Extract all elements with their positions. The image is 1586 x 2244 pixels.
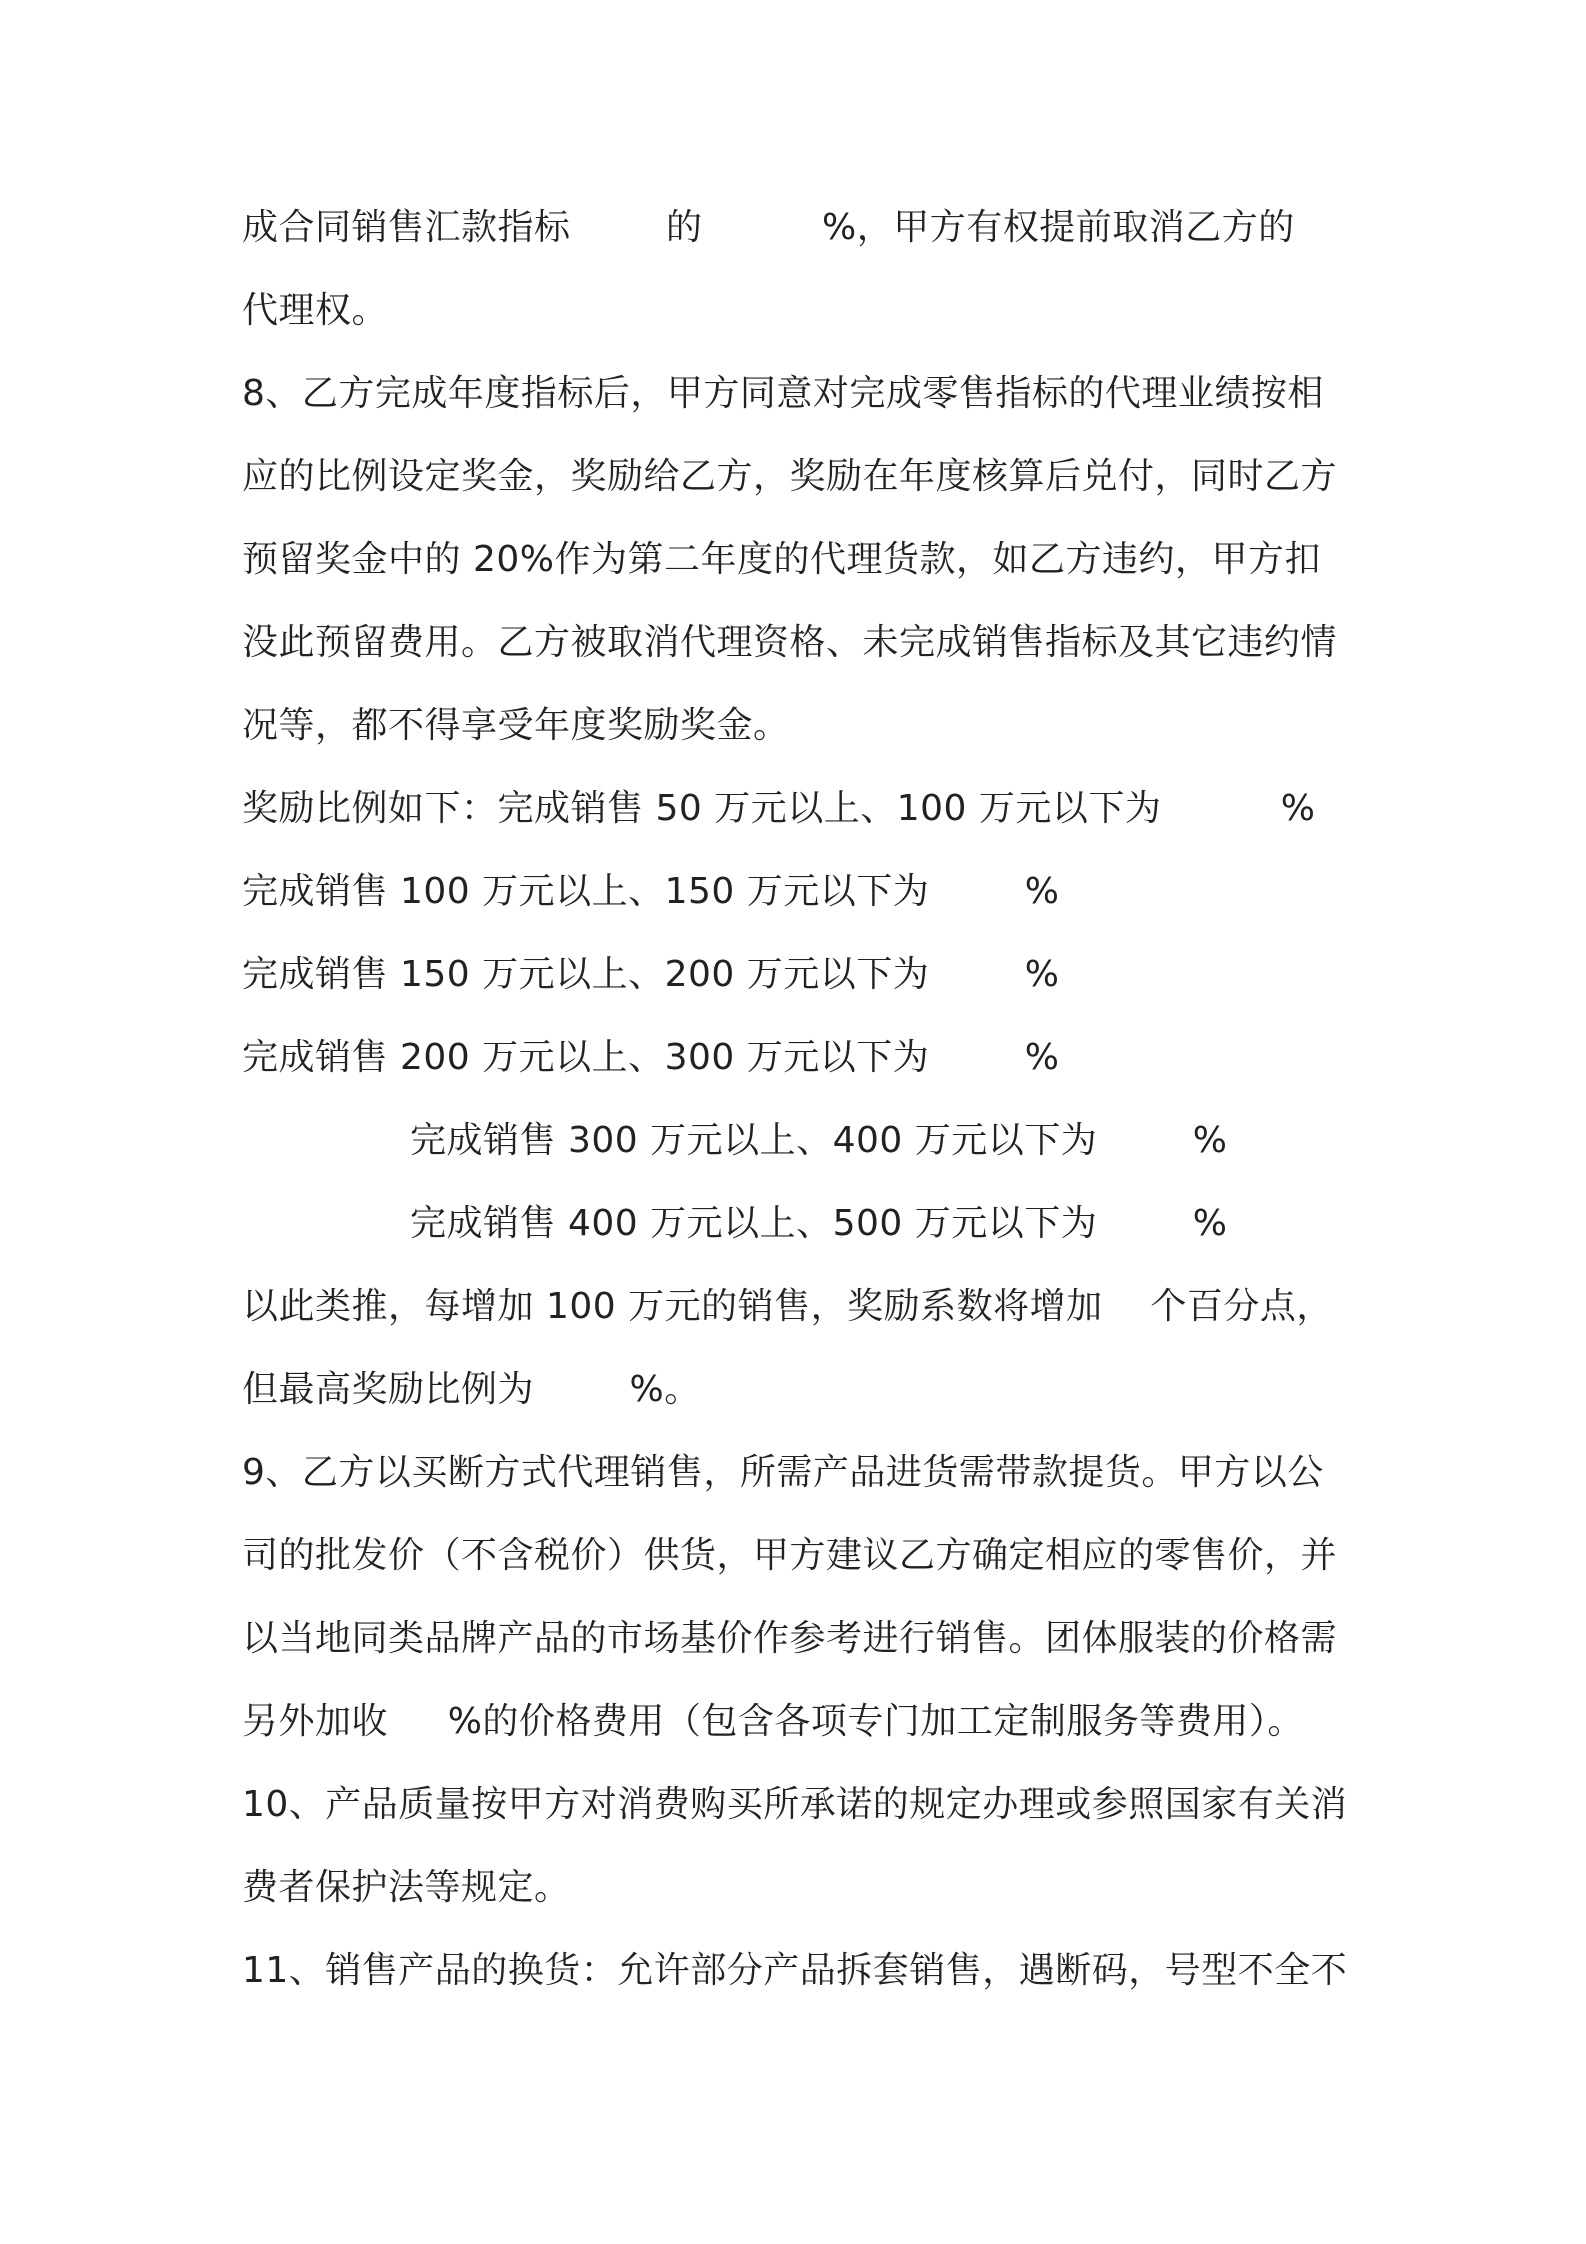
text-line: 预留奖金中的 20%作为第二年度的代理货款，如乙方违约，甲方扣 xyxy=(242,539,1321,580)
text-line: 司的批发价（不含税价）供货，甲方建议乙方确定相应的零售价，并 xyxy=(242,1535,1338,1576)
text-line: 费者保护法等规定。 xyxy=(242,1867,571,1908)
reward-ratio-line: 完成销售 100 万元以上、150 万元以下为 % xyxy=(242,871,1060,912)
text-line: 况等，都不得享受年度奖励奖金。 xyxy=(242,705,790,746)
text-line: 代理权。 xyxy=(242,290,389,331)
text-line: 以当地同类品牌产品的市场基价作参考进行销售。团体服装的价格需 xyxy=(242,1618,1338,1659)
reward-ratio-line: 完成销售 300 万元以上、400 万元以下为 % xyxy=(410,1120,1228,1161)
reward-ratio-line: 完成销售 400 万元以上、500 万元以下为 % xyxy=(410,1203,1228,1244)
text-line: 9、乙方以买断方式代理销售，所需产品进货需带款提货。甲方以公 xyxy=(242,1452,1324,1493)
text-line: 10、产品质量按甲方对消费购买所承诺的规定办理或参照国家有关消 xyxy=(242,1784,1348,1825)
reward-ratio-line: 完成销售 150 万元以上、200 万元以下为 % xyxy=(242,954,1060,995)
text-line: 成合同销售汇款指标 的 %，甲方有权提前取消乙方的 xyxy=(242,207,1295,248)
text-line: 以此类推，每增加 100 万元的销售，奖励系数将增加 个百分点， xyxy=(242,1286,1333,1327)
reward-ratio-line: 奖励比例如下：完成销售 50 万元以上、100 万元以下为 % xyxy=(242,788,1316,829)
text-line: 8、乙方完成年度指标后，甲方同意对完成零售指标的代理业绩按相 xyxy=(242,373,1324,414)
text-line: 11、销售产品的换货：允许部分产品拆套销售，遇断码，号型不全不 xyxy=(242,1950,1348,1991)
reward-ratio-line: 完成销售 200 万元以上、300 万元以下为 % xyxy=(242,1037,1060,1078)
text-line: 没此预留费用。乙方被取消代理资格、未完成销售指标及其它违约情 xyxy=(242,622,1338,663)
text-line: 另外加收 %的价格费用（包含各项专门加工定制服务等费用）。 xyxy=(242,1701,1304,1742)
text-line: 但最高奖励比例为 %。 xyxy=(242,1369,701,1410)
text-line: 应的比例设定奖金，奖励给乙方，奖励在年度核算后兑付，同时乙方 xyxy=(242,456,1338,497)
